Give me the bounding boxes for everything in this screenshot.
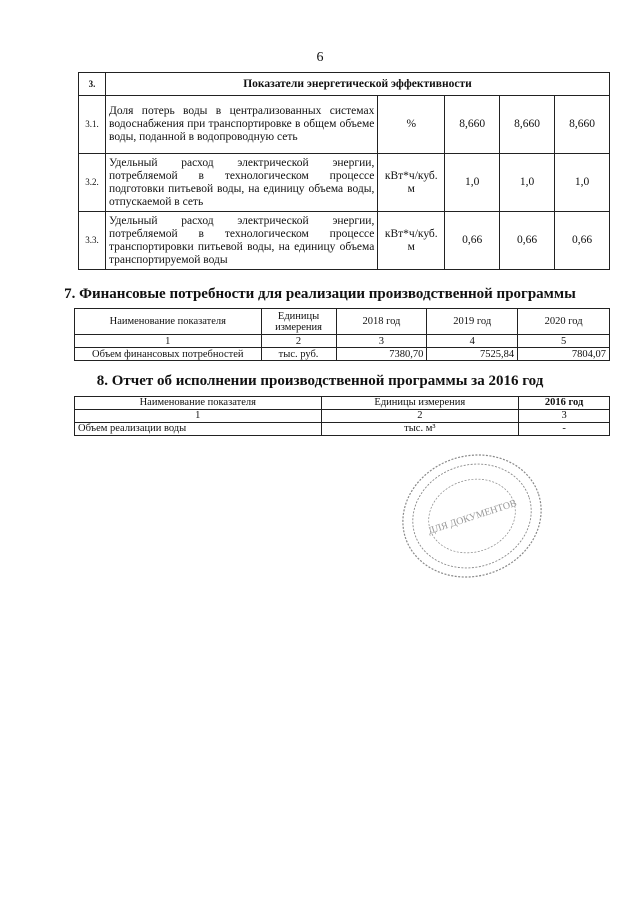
row-number: 3.2. bbox=[79, 154, 106, 212]
row-name: Объем реализации воды bbox=[75, 423, 322, 436]
column-header: Единицы измерения bbox=[261, 309, 336, 335]
indicator-name: Удельный расход электрической энергии, потребляемой в технологическом процессе транспортировки питьевой воды, на единицу объема транспортируемой воды bbox=[105, 212, 377, 270]
row-number: 3.3. bbox=[79, 212, 106, 270]
indicator-value: 0,66 bbox=[555, 212, 610, 270]
indicator-value: 1,0 bbox=[555, 154, 610, 212]
indicator-name: Доля потерь воды в централизованных системах водоснабжения при транспортировке в общем объеме воды, поданной в водопроводную сеть bbox=[105, 96, 377, 154]
indicator-value: 1,0 bbox=[500, 154, 555, 212]
column-number: 3 bbox=[336, 335, 427, 348]
financial-needs-table bbox=[74, 308, 610, 361]
page-number: 6 bbox=[316, 50, 324, 65]
row-value: 7804,07 bbox=[518, 348, 610, 361]
stamp-icon bbox=[398, 452, 546, 580]
row-value: 7380,70 bbox=[336, 348, 427, 361]
table-header-row bbox=[75, 309, 610, 335]
table-header-row bbox=[75, 397, 610, 410]
table-row bbox=[79, 96, 610, 154]
table-row bbox=[79, 154, 610, 212]
column-number: 1 bbox=[75, 410, 322, 423]
indicator-value: 8,660 bbox=[555, 96, 610, 154]
column-number: 1 bbox=[75, 335, 262, 348]
stamp-text: ДЛЯ ДОКУМЕНТОВ bbox=[426, 497, 519, 537]
column-number: 4 bbox=[427, 335, 518, 348]
section-title: Показатели энергетической эффективности bbox=[105, 73, 609, 96]
row-name: Объем финансовых потребностей bbox=[75, 348, 262, 361]
column-number-row bbox=[75, 335, 610, 348]
section-header-row bbox=[79, 73, 610, 96]
column-header: Единицы измерения bbox=[321, 397, 519, 410]
indicator-value: 0,66 bbox=[500, 212, 555, 270]
column-number: 5 bbox=[518, 335, 610, 348]
section-7-heading: 7. Финансовые потребности для реализации производственной программы bbox=[64, 286, 576, 302]
column-header: 2020 год bbox=[518, 309, 610, 335]
table-row bbox=[75, 348, 610, 361]
indicator-value: 8,660 bbox=[500, 96, 555, 154]
column-header: 2018 год bbox=[336, 309, 427, 335]
column-number: 2 bbox=[321, 410, 519, 423]
column-number-row bbox=[75, 410, 610, 423]
indicator-unit: кВт*ч/куб. м bbox=[378, 154, 445, 212]
row-unit: тыс. м³ bbox=[321, 423, 519, 436]
indicator-unit: % bbox=[378, 96, 445, 154]
program-report-table bbox=[74, 396, 610, 436]
row-value: - bbox=[519, 423, 610, 436]
energy-efficiency-table bbox=[78, 72, 610, 270]
indicator-name: Удельный расход электрической энергии, потребляемой в технологическом процессе подготовки питьевой воды, на единицу объема воды, отпускаемой в сеть bbox=[105, 154, 377, 212]
indicator-value: 1,0 bbox=[445, 154, 500, 212]
column-header: 2019 год bbox=[427, 309, 518, 335]
column-number: 2 bbox=[261, 335, 336, 348]
column-number: 3 bbox=[519, 410, 610, 423]
section-8-heading: 8. Отчет об исполнении производственной программы за 2016 год bbox=[96, 373, 544, 389]
column-header: 2016 год bbox=[519, 397, 610, 410]
indicator-value: 8,660 bbox=[445, 96, 500, 154]
indicator-unit: кВт*ч/куб. м bbox=[378, 212, 445, 270]
table-row bbox=[79, 212, 610, 270]
table-row bbox=[75, 423, 610, 436]
column-header: Наименование показателя bbox=[75, 309, 262, 335]
row-number: 3.1. bbox=[79, 96, 106, 154]
row-unit: тыс. руб. bbox=[261, 348, 336, 361]
column-header: Наименование показателя bbox=[75, 397, 322, 410]
official-stamp bbox=[398, 452, 546, 580]
row-value: 7525,84 bbox=[427, 348, 518, 361]
section-number: 3. bbox=[79, 73, 106, 96]
indicator-value: 0,66 bbox=[445, 212, 500, 270]
